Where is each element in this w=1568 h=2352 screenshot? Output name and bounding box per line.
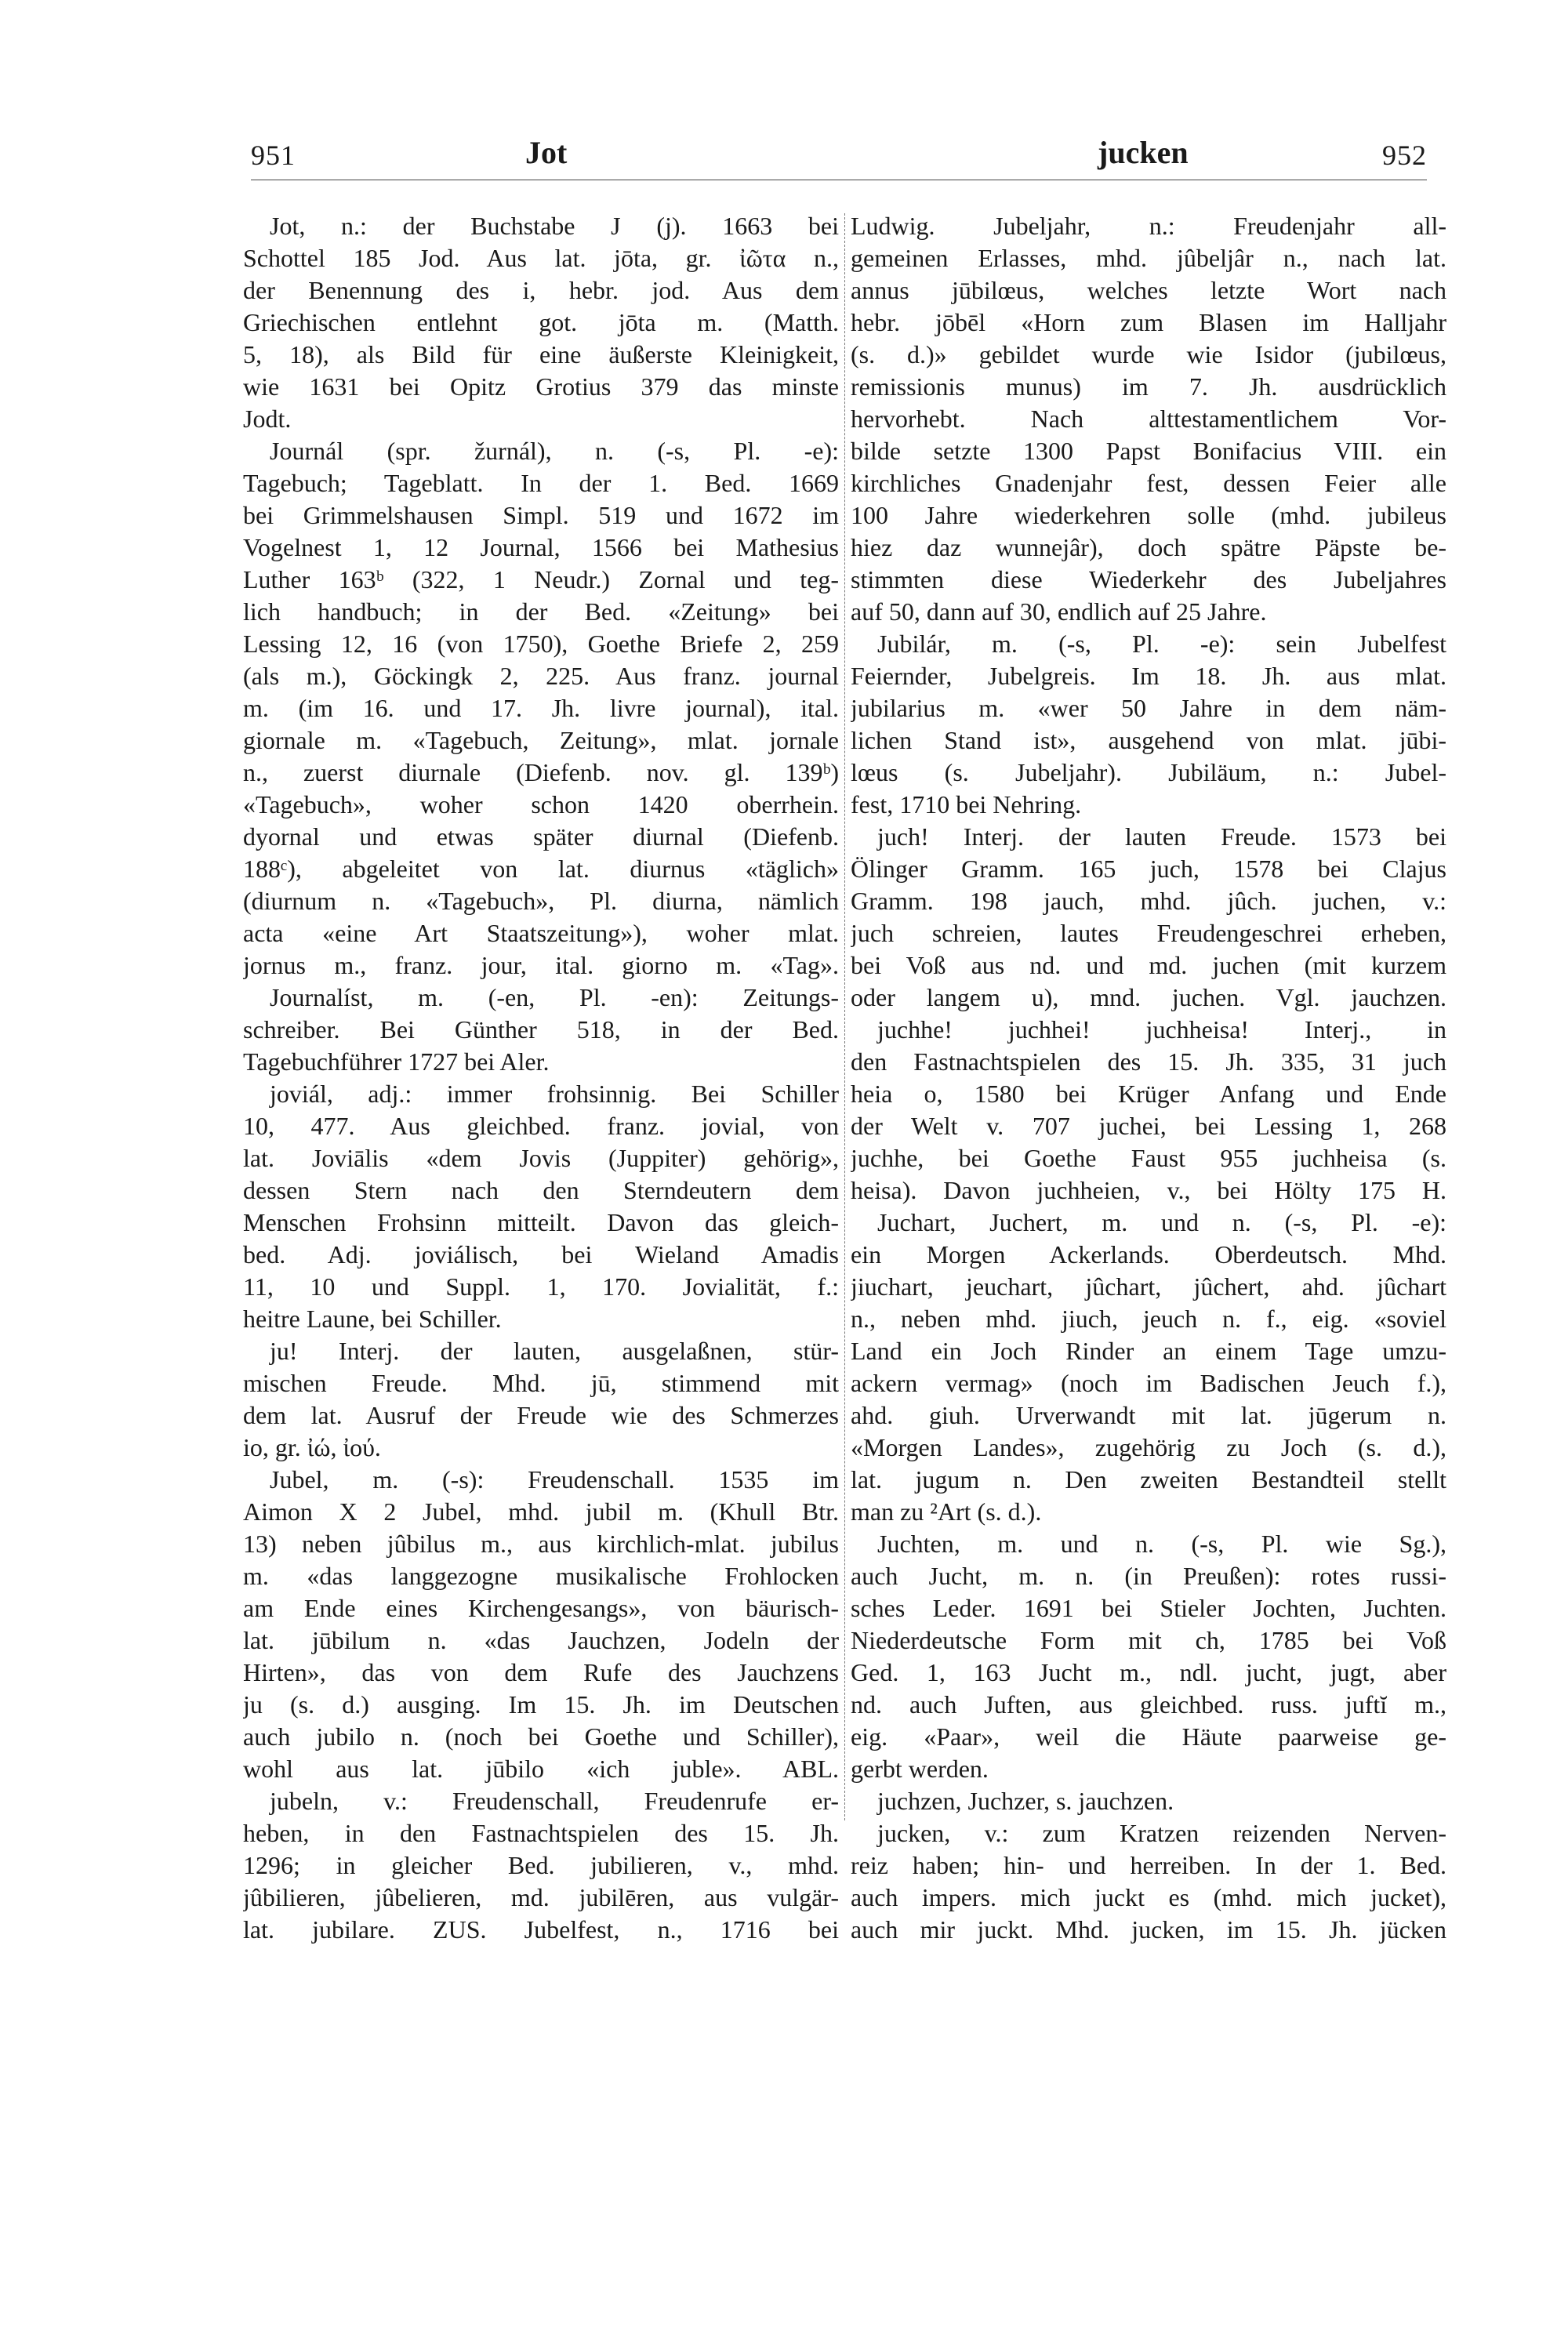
text-line: Journál (spr. žurnál), n. (-s, Pl. -e): (270, 437, 839, 465)
text-line: der Welt v. 707 juchei, bei Lessing 1, 268 (851, 1112, 1446, 1140)
text-line: lat. Joviālis «dem Jovis (Juppiter) gehörig», (243, 1144, 839, 1172)
text-line: 5, 18), als Bild für eine äußerste Kleinigkeit, (243, 340, 839, 368)
text-line: jubeln, v.: Freudenschall, Freudenrufe er- (270, 1787, 839, 1815)
text-line: oder langem u), mnd. juchen. Vgl. jauchzen. (851, 983, 1446, 1011)
text-line: reiz haben; hin- und herreiben. In der 1. Bed. (851, 1851, 1446, 1879)
page-number-right: 952 (1382, 140, 1427, 171)
text-line: Griechischen entlehnt got. jōta m. (Matth. (243, 308, 839, 336)
text-line: Juchten, m. und n. (-s, Pl. wie Sg.), (877, 1530, 1446, 1558)
text-line: Vogelnest 1, 12 Journal, 1566 bei Mathesius (243, 533, 839, 561)
text-line: remissionis munus) im 7. Jh. ausdrücklich (851, 372, 1446, 401)
text-line: lat. jūbilum n. «das Jauchzen, Jodeln der (243, 1626, 839, 1654)
text-line: jornus m., franz. jour, ital. giorno m. «Tag». (243, 951, 839, 979)
text-line: Ged. 1, 163 Jucht m., ndl. jucht, jugt, aber (851, 1658, 1446, 1686)
text-line: bed. Adj. joviálisch, bei Wieland Amadis (243, 1240, 839, 1269)
text-line: Hirten», das von dem Rufe des Jauchzens (243, 1658, 839, 1686)
text-line: mischen Freude. Mhd. jū, stimmend mit (243, 1369, 839, 1397)
text-line: auf 50, dann auf 30, endlich auf 25 Jahre. (851, 597, 1267, 626)
text-line: Jot, n.: der Buchstabe J (j). 1663 bei (270, 212, 839, 240)
text-line: Gramm. 198 jauch, mhd. jûch. juchen, v.: (851, 887, 1446, 915)
page-number-left: 951 (251, 140, 296, 171)
text-line: heben, in den Fastnachtspielen des 15. Jh. (243, 1819, 839, 1847)
text-line: m. «das langgezogne musikalische Frohlocken (243, 1562, 839, 1590)
text-line: der Benennung des i, hebr. jod. Aus dem (243, 276, 839, 304)
text-line: 188ᶜ), abgeleitet von lat. diurnus «täglich» (243, 855, 839, 883)
text-line: ju! Interj. der lauten, ausgelaßnen, stür- (270, 1337, 839, 1365)
text-line: jucken, v.: zum Kratzen reizenden Nerven- (877, 1819, 1446, 1847)
text-line: Schottel 185 Jod. Aus lat. jōta, gr. ἰῶτα n., (243, 244, 839, 272)
text-line: juch! Interj. der lauten Freude. 1573 bei (877, 822, 1446, 851)
text-line: dessen Stern nach den Sterndeutern dem (243, 1176, 839, 1204)
text-line: Niederdeutsche Form mit ch, 1785 bei Voß (851, 1626, 1446, 1654)
text-line: giornale m. «Tagebuch, Zeitung», mlat. jornale (243, 726, 839, 754)
text-line: Jodt. (243, 405, 292, 433)
text-line: wohl aus lat. jūbilo «ich juble». ABL. (243, 1755, 839, 1783)
text-line: auch impers. mich juckt es (mhd. mich jucket), (851, 1883, 1446, 1911)
text-line: joviál, adj.: immer frohsinnig. Bei Schiller (270, 1080, 839, 1108)
text-line: den Fastnachtspielen des 15. Jh. 335, 31 juch (851, 1047, 1446, 1076)
text-line: «Morgen Landes», zugehörig zu Joch (s. d.), (851, 1433, 1446, 1461)
running-headword-right: jucken (1098, 135, 1189, 170)
text-line: jubilarius m. «wer 50 Jahre in dem näm- (851, 694, 1446, 722)
text-line: Ölinger Gramm. 165 juch, 1578 bei Clajus (851, 855, 1446, 883)
text-line: lœus (s. Jubeljahr). Jubiläum, n.: Jubel- (851, 758, 1446, 786)
text-line: hiez daz wunnejâr), doch spätre Päpste be- (851, 533, 1446, 561)
text-line: auch Jucht, m. n. (in Preußen): rotes russi- (851, 1562, 1446, 1590)
text-line: dem lat. Ausruf der Freude wie des Schmerzes (243, 1401, 839, 1429)
text-line: m. (im 16. und 17. Jh. livre journal), ital. (243, 694, 839, 722)
text-line: gemeinen Erlasses, mhd. jûbeljâr n., nach lat. (851, 244, 1446, 272)
text-line: (diurnum n. «Tagebuch», Pl. diurna, nämlich (243, 887, 839, 915)
text-line: ein Morgen Ackerlands. Oberdeutsch. Mhd. (851, 1240, 1446, 1269)
text-column-right (851, 210, 1446, 1946)
text-line: 11, 10 und Suppl. 1, 170. Jovialität, f.: (243, 1272, 839, 1301)
text-line: jûbilieren, jûbelieren, md. jubilēren, aus vulgär- (243, 1883, 839, 1911)
text-line: kirchliches Gnadenjahr fest, dessen Feier alle (851, 469, 1446, 497)
text-line: Juchart, Juchert, m. und n. (-s, Pl. -e): (877, 1208, 1446, 1236)
text-line: lich handbuch; in der Bed. «Zeitung» bei (243, 597, 839, 626)
text-line: juchhe, bei Goethe Faust 955 juchheisa (s. (851, 1144, 1446, 1172)
text-line: jiuchart, jeuchart, jûchart, jûchert, ahd. jûchart (851, 1272, 1446, 1301)
text-line: gerbt werden. (851, 1755, 989, 1783)
text-line: auch mir juckt. Mhd. jucken, im 15. Jh. jücken (851, 1915, 1446, 1944)
text-line: juch schreien, lautes Freudengeschrei erheben, (851, 919, 1446, 947)
text-line: lat. jugum n. Den zweiten Bestandteil stellt (851, 1465, 1446, 1494)
text-line: stimmten diese Wiederkehr des Jubeljahres (851, 565, 1446, 593)
text-line: lichen Stand ist», ausgehend von mlat. jūbi- (851, 726, 1446, 754)
text-line: (als m.), Göckingk 2, 225. Aus franz. journal (243, 662, 839, 690)
text-line: nd. auch Juften, aus gleichbed. russ. juftĭ m., (851, 1690, 1446, 1719)
text-line: annus jūbilœus, welches letzte Wort nach (851, 276, 1446, 304)
text-line: heia o, 1580 bei Krüger Anfang und Ende (851, 1080, 1446, 1108)
text-line: heitre Laune, bei Schiller. (243, 1305, 502, 1333)
text-line: Jubel, m. (-s): Freudenschall. 1535 im (270, 1465, 839, 1494)
text-column-left (243, 210, 839, 1946)
text-line: wie 1631 bei Opitz Grotius 379 das minste (243, 372, 839, 401)
text-line: Jubilár, m. (-s, Pl. -e): sein Jubelfest (877, 630, 1446, 658)
text-line: «Tagebuch», woher schon 1420 oberrhein. (243, 790, 839, 818)
text-line: Feiernder, Jubelgreis. Im 18. Jh. aus mlat. (851, 662, 1446, 690)
text-line: eig. «Paar», weil die Häute paarweise ge- (851, 1722, 1446, 1751)
text-line: Luther 163ᵇ (322, 1 Neudr.) Zornal und teg- (243, 565, 839, 593)
text-line: dyornal und etwas später diurnal (Diefenb. (243, 822, 839, 851)
text-line: 13) neben jûbilus m., aus kirchlich-mlat. jubilus (243, 1530, 839, 1558)
text-line: ahd. giuh. Urverwandt mit lat. jūgerum n. (851, 1401, 1446, 1429)
text-line: 10, 477. Aus gleichbed. franz. jovial, von (243, 1112, 839, 1140)
text-line: io, gr. ἰώ, ἰού. (243, 1433, 381, 1461)
text-line: juchzen, Juchzer, s. jauchzen. (877, 1787, 1174, 1815)
text-line: hebr. jōbēl «Horn zum Blasen im Halljahr (851, 308, 1446, 336)
text-line: bilde setzte 1300 Papst Bonifacius VIII. ein (851, 437, 1446, 465)
text-line: juchhe! juchhei! juchheisa! Interj., in (877, 1015, 1446, 1044)
text-line: Menschen Frohsinn mitteilt. Davon das gleich- (243, 1208, 839, 1236)
text-line: Lessing 12, 16 (von 1750), Goethe Briefe 2, 259 (243, 630, 839, 658)
column-divider (844, 213, 845, 1820)
text-line: Land ein Joch Rinder an einem Tage umzu- (851, 1337, 1446, 1365)
running-headword-left: Jot (525, 135, 568, 170)
text-line: 1296; in gleicher Bed. jubilieren, v., mhd. (243, 1851, 839, 1879)
text-line: n., neben mhd. jiuch, jeuch n. f., eig. «soviel (851, 1305, 1446, 1333)
text-line: am Ende eines Kirchengesangs», von bäurisch- (243, 1594, 839, 1622)
text-line: bei Grimmelshausen Simpl. 519 und 1672 im (243, 501, 839, 529)
text-line: 100 Jahre wiederkehren solle (mhd. jubileus (851, 501, 1446, 529)
text-line: Aimon X 2 Jubel, mhd. jubil m. (Khull Btr. (243, 1497, 839, 1526)
page-header (251, 129, 1427, 184)
text-line: n., zuerst diurnale (Diefenb. nov. gl. 139ᵇ) (243, 758, 839, 786)
text-line: ju (s. d.) ausging. Im 15. Jh. im Deutschen (243, 1690, 839, 1719)
text-line: schreiber. Bei Günther 518, in der Bed. (243, 1015, 839, 1044)
text-line: man zu ²Art (s. d.). (851, 1497, 1042, 1526)
text-line: heisa). Davon juchheien, v., bei Hölty 175 H. (851, 1176, 1446, 1204)
text-line: Tagebuchführer 1727 bei Aler. (243, 1047, 550, 1076)
text-line: Ludwig. Jubeljahr, n.: Freudenjahr all- (851, 212, 1446, 240)
text-line: lat. jubilare. ZUS. Jubelfest, n., 1716 bei (243, 1915, 839, 1944)
text-line: acta «eine Art Staatszeitung»), woher mlat. (243, 919, 839, 947)
text-line: hervorhebt. Nach alttestamentlichem Vor- (851, 405, 1446, 433)
text-line: auch jubilo n. (noch bei Goethe und Schiller), (243, 1722, 839, 1751)
text-line: Journalíst, m. (-en, Pl. -en): Zeitungs- (270, 983, 839, 1011)
text-line: (s. d.)» gebildet wurde wie Isidor (jubilœus, (851, 340, 1446, 368)
text-line: fest, 1710 bei Nehring. (851, 790, 1082, 818)
text-line: bei Voß aus nd. und md. juchen (mit kurzem (851, 951, 1446, 979)
text-line: Tagebuch; Tageblatt. In der 1. Bed. 1669 (243, 469, 839, 497)
text-line: sches Leder. 1691 bei Stieler Jochten, Juchten. (851, 1594, 1446, 1622)
text-line: ackern vermag» (noch im Badischen Jeuch f.), (851, 1369, 1446, 1397)
